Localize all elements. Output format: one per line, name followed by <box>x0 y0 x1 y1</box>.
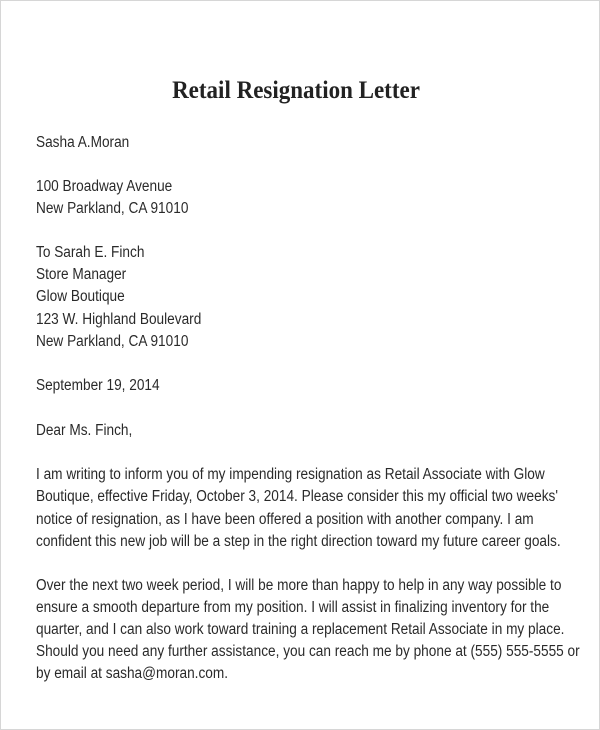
paragraph2-line: Should you need any further assistance, you can reach me by phone at (555) 555-5555 or <box>36 643 580 660</box>
paragraph2-line: ensure a smooth departure from my position. I will assist in finalizing inventory for the <box>36 599 550 616</box>
paragraph2-line: Over the next two week period, I will be more than happy to help in any way possible to <box>36 577 562 594</box>
sender-address-line: 100 Broadway Avenue <box>36 178 173 195</box>
recipient-line: To Sarah E. Finch <box>36 244 145 261</box>
sender-address-line: New Parkland, CA 91010 <box>36 200 189 217</box>
recipient-line: 123 W. Highland Boulevard <box>36 311 202 328</box>
paragraph1-line: Boutique, effective Friday, October 3, 2014. Please consider this my official two weeks' <box>36 488 558 505</box>
recipient-line: Glow Boutique <box>36 288 125 305</box>
recipient-line: Store Manager <box>36 266 127 283</box>
paragraph2-line: quarter, and I can also work toward training a replacement Retail Associate in my place. <box>36 621 565 638</box>
paragraph2-line: by email at sasha@moran.com. <box>36 665 229 682</box>
page-title: Retail Resignation Letter <box>172 77 420 104</box>
sender-name: Sasha A.Moran <box>36 134 130 151</box>
letter-date: September 19, 2014 <box>36 377 160 394</box>
recipient-line: New Parkland, CA 91010 <box>36 333 189 350</box>
paragraph1-line: notice of resignation, as I have been offered a position with another company. I am <box>36 511 534 528</box>
paragraph1-line: I am writing to inform you of my impending resignation as Retail Associate with Glow <box>36 466 545 483</box>
salutation: Dear Ms. Finch, <box>36 422 133 439</box>
paragraph1-line: confident this new job will be a step in the right direction toward my future career goals. <box>36 533 561 550</box>
